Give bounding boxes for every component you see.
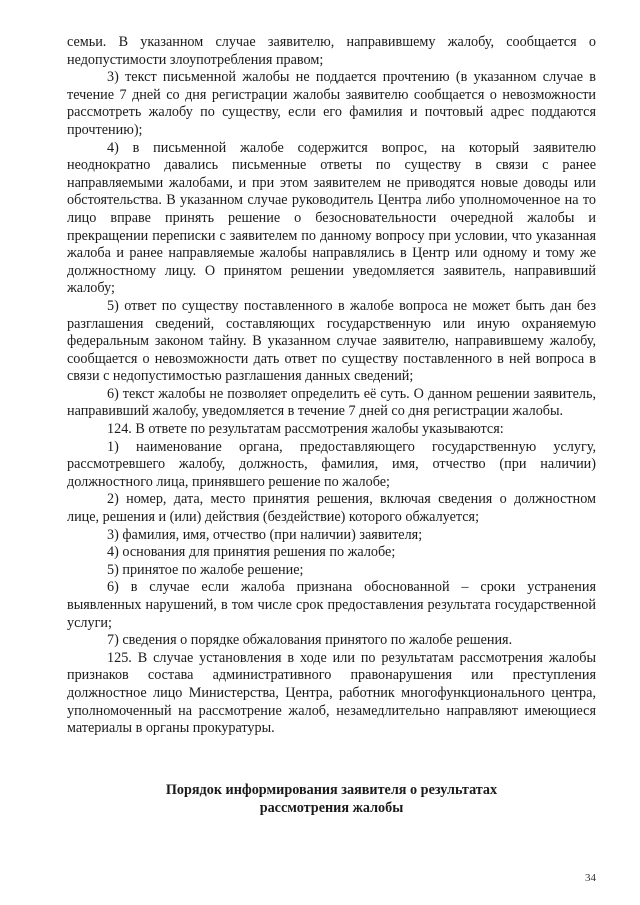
section-heading-line-2: рассмотрения жалобы — [259, 800, 404, 816]
document-body — [67, 34, 596, 738]
paragraph-item-4: 4) в письменной жалобе содержится вопрос, на который заявителю неоднократно давались письменные ответы по существу в связи с ранее направляемыми жалобами, и при этом заявителем не приводятся новые доводы или обстоятельства. В указанном случае руководитель Центра либо уполномоченное на то лицо вправе принять решение о безосновательности очередной жалобы и прекращении переписки с заявителем по данному вопросу при условии, что указанная жалоба и ранее направляемые жалобы направлялись в Центр или одному и тому же должностному лицу. О принятом решении уведомляется заявитель, направивший жалобу; — [67, 139, 596, 297]
paragraph-item-5: 5) ответ по существу поставленного в жалобе вопроса не может быть дан без разглашения сведений, составляющих государственную или иную охраняемую федеральным законом тайну. В указанном случае заявителю, направившему жалобу, сообщается о невозможности дать ответ по существу поставленного в ней вопроса в связи с недопустимостью разглашения данных сведений; — [67, 297, 596, 385]
page-number: 34 — [585, 872, 596, 884]
paragraph-124-item-3: 3) фамилия, имя, отчество (при наличии) заявителя; — [107, 526, 423, 543]
paragraph-124-item-6: 6) в случае если жалоба признана обоснованной – сроки устранения выявленных нарушений, в том числе срок предоставления результата государственной услуги; — [67, 579, 596, 631]
section-heading — [67, 781, 596, 817]
paragraph-124-item-7: 7) сведения о порядке обжалования принятого по жалобе решения. — [107, 632, 513, 649]
paragraph-item-3: 3) текст письменной жалобы не поддается прочтению (в указанном случае в течение 7 дней со дня регистрации жалобы заявителю сообщается о невозможности рассмотреть жалобу по существу, если его фамилия и почтовый адрес поддаются прочтению); — [67, 69, 596, 138]
paragraph-124-item-2: 2) номер, дата, место принятия решения, включая сведения о должностном лице, решения и (или) действия (бездействие) которого обжалуется; — [67, 491, 596, 526]
paragraph-continuation: семьи. В указанном случае заявителю, направившему жалобу, сообщается о недопустимости злоупотребления правом; — [67, 34, 596, 68]
paragraph-124-item-4: 4) основания для принятия решения по жалобе; — [107, 544, 396, 561]
section-heading-line-1: Порядок информирования заявителя о результатах — [165, 782, 498, 798]
paragraph-clause-124: 124. В ответе по результатам рассмотрения жалобы указываются: — [107, 421, 504, 438]
paragraph-124-item-5: 5) принятое по жалобе решение; — [107, 561, 304, 578]
paragraph-clause-125: 125. В случае установления в ходе или по результатам рассмотрения жалобы признаков состава административного правонарушения или преступления должностное лицо Министерства, Центра, работник многофункционального центра, уполномоченный на рассмотрение жалоб, незамедлительно направляют имеющиеся материалы в органы прокуратуры. — [67, 649, 596, 737]
paragraph-124-item-1: 1) наименование органа, предоставляющего государственную услугу, рассмотревшего жалобу, должность, фамилия, имя, отчество (при наличии) должностного лица, принявшего решение по жалобе; — [67, 438, 596, 490]
paragraph-item-6: 6) текст жалобы не позволяет определить её суть. О данном решении заявитель, направивший жалобу, уведомляется в течение 7 дней со дня регистрации жалобы. — [67, 385, 596, 420]
